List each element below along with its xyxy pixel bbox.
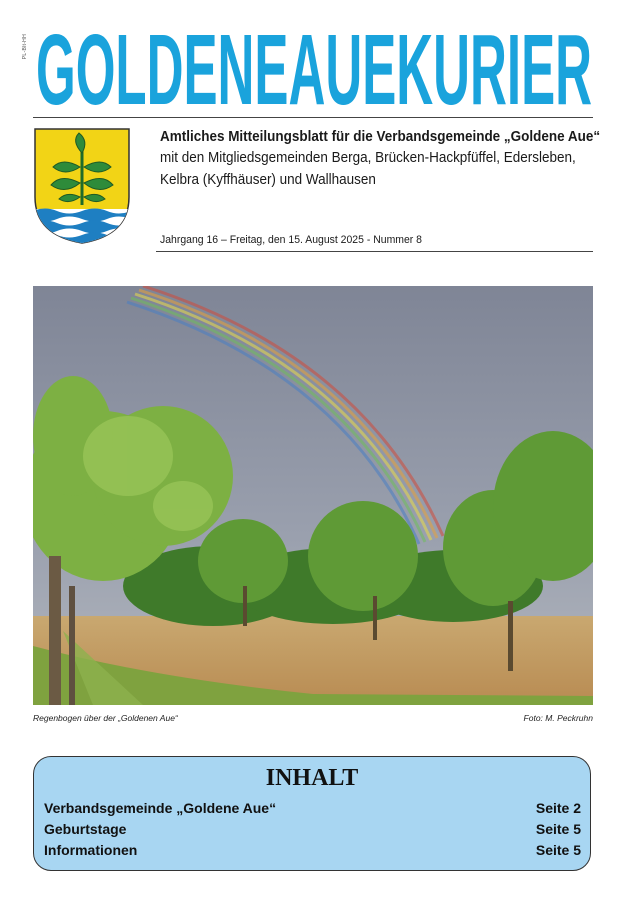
toc-entry[interactable] [44, 819, 581, 839]
toc-entry[interactable] [44, 840, 581, 860]
toc-entry-page: Seite 2 [535, 800, 581, 816]
toc-entry-page: Seite 5 [535, 842, 581, 858]
table-of-contents [33, 756, 591, 871]
toc-entry-label: Informationen [44, 842, 138, 858]
cover-photo [33, 286, 593, 705]
toc-entry-page: Seite 5 [535, 821, 581, 837]
masthead-title: GOLDENEAUEKURIER [36, 20, 592, 112]
edge-code: PL-Blt-HH [22, 34, 28, 60]
member-communities-line-1: mit den Mitgliedsgemeinden Berga, Brücken-Hackpfüffel, Edersleben, [160, 150, 576, 166]
toc-entry-label: Geburtstage [44, 821, 127, 837]
toc-entry[interactable] [44, 798, 581, 818]
photo-credit: Foto: M. Peckruhn [523, 713, 593, 723]
issue-info: Jahrgang 16 – Freitag, den 15. August 2025 - Nummer 8 [160, 234, 422, 246]
toc-title: INHALT [265, 765, 359, 791]
coat-of-arms-icon [33, 127, 131, 245]
header-rule-top [33, 117, 593, 118]
photo-caption: Regenbogen über der „Goldenen Aue“ [33, 713, 178, 723]
header-rule-bottom [156, 251, 593, 252]
member-communities-line-2: Kelbra (Kyffhäuser) und Wallhausen [160, 172, 376, 188]
header-text [160, 127, 600, 191]
masthead [36, 20, 596, 112]
publication-subtitle: Amtliches Mitteilungsblatt für die Verbandsgemeinde „Goldene Aue“ [160, 129, 601, 145]
toc-entry-label: Verbandsgemeinde „Goldene Aue“ [44, 800, 277, 816]
